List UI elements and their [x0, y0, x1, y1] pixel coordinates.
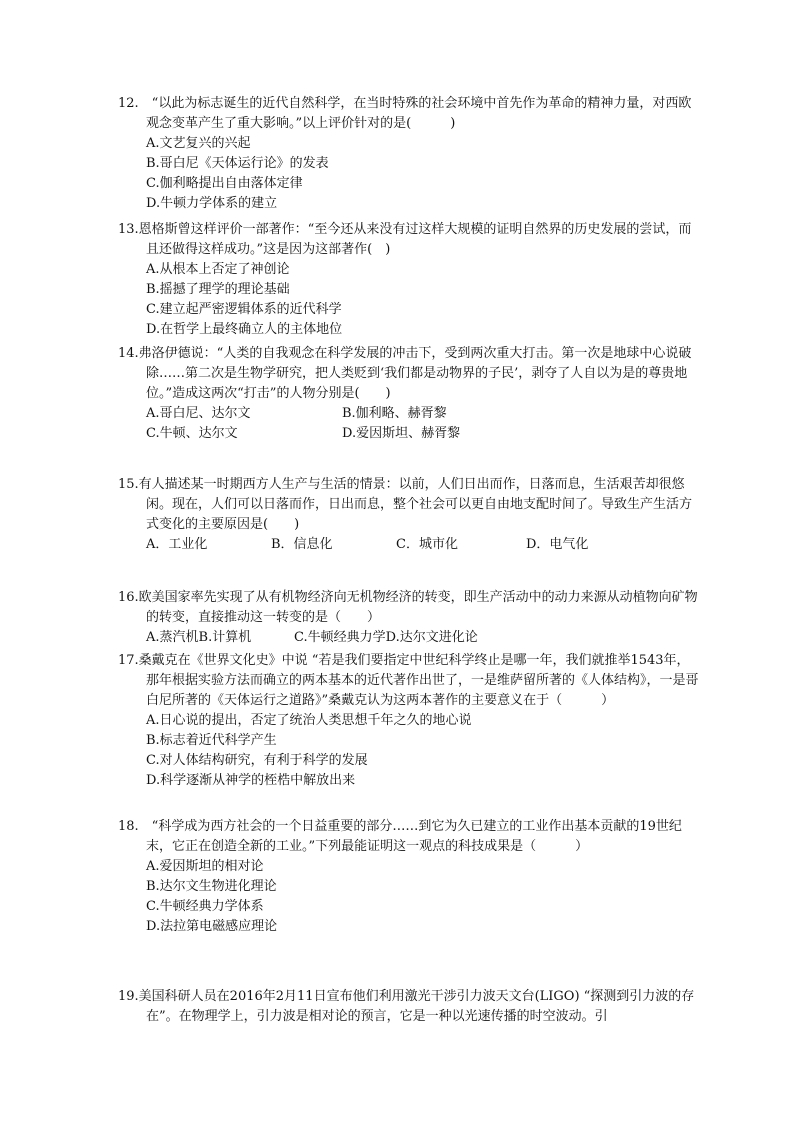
option-d: D．电气化 [526, 537, 589, 552]
question-12 [118, 94, 702, 214]
options-row [118, 424, 702, 444]
question-stem: 12. “以此为标志诞生的近代自然科学，在当时特殊的社会环境中首先作为革命的精神力量，对西欧观念变革产生了重大影响。”以上评价针对的是( ) [118, 96, 692, 131]
option-a: A.哥白尼、达尔文 [146, 406, 251, 421]
question-stem: 16.欧美国家率先实现了从有机物经济向无机物经济的转变，即生产活动中的动力来源从动植物向矿物的转变，直接推动这一转变的是（ ） [118, 590, 698, 625]
question-15 [118, 475, 702, 555]
option-d: D.科学逐渐从神学的桎梏中解放出来 [146, 773, 356, 788]
option-c: C.伽利略提出自由落体定律 [146, 176, 303, 191]
option-c-d: C.牛顿经典力学D.达尔文进化论 [294, 630, 478, 645]
question-17 [118, 651, 702, 791]
option-b: B.哥白尼《天体运行论》的发表 [146, 156, 329, 171]
question-13 [118, 220, 702, 340]
option-b: B.标志着近代科学产生 [146, 733, 277, 748]
option-b: B.摇撼了理学的理论基础 [146, 282, 290, 297]
option-c: C.牛顿经典力学体系 [146, 899, 264, 914]
options-row [118, 628, 702, 648]
option-a: A．工业化 [146, 537, 208, 552]
question-stem: 19.美国科研人员在2016年2月11日宣布他们利用激光干涉引力波天文台(LIGO) “探测到引力波的存在”。在物理学上，引力波是相对论的预言，它是一种以光速传播的时空波动。引 [118, 989, 695, 1024]
question-stem: 17.桑戴克在《世界文化史》中说 “若是我们要指定中世纪科学终止是哪一年，我们就推举1543年，那年根据实验方法而确立的两本基本的近代著作出世了，一是维萨留所著的《人体结构》，一是哥白尼所著的《天体运行之道路》”桑戴克认为这两本著作的主要意义在于（ ） [118, 653, 699, 708]
option-d: D.牛顿力学体系的建立 [146, 196, 278, 211]
question-14 [118, 344, 702, 444]
option-b: B.达尔文生物进化理论 [146, 879, 277, 894]
question-stem: 15.有人描述某一时期西方人生产与生活的情景：以前，人们日出而作，日落而息，生活艰苦却很悠闲。现在，人们可以日落而作，日出而息，整个社会可以更自由地支配时间了。导致生产生活方式变化的主要原因是( ) [118, 477, 693, 532]
option-a: A.文艺复兴的兴起 [146, 136, 251, 151]
question-stem: 14.弗洛伊德说：“人类的自我观念在科学发展的冲击下，受到两次重大打击。第一次是地球中心说破除……第二次是生物学研究，把人类贬到‘我们都是动物界的子民’，剥夺了人自以为是的尊贵地位。”造成这两次“打击”的人物分别是( ) [118, 346, 692, 401]
question-stem: 18. “科学成为西方社会的一个日益重要的部分……到它为久已建立的工业作出基本贡献的19世纪末，它正在创造全新的工业。”下列最能证明这一观点的科技成果是（ ） [118, 819, 682, 854]
option-b: B．信息化 [271, 537, 333, 552]
question-16 [118, 588, 702, 648]
option-a: A.日心说的提出，否定了统治人类思想千年之久的地心说 [146, 713, 472, 728]
option-d: D.法拉第电磁感应理论 [146, 919, 278, 934]
question-stem: 13.恩格斯曾这样评价一部著作：“至今还从来没有过这样大规模的证明自然界的历史发展的尝试，而且还做得这样成功。”这是因为这部著作( ) [118, 222, 692, 257]
option-c: C.牛顿、达尔文 [146, 426, 238, 441]
option-d: D.在哲学上最终确立人的主体地位 [146, 322, 343, 337]
option-c: C.建立起严密逻辑体系的近代科学 [146, 302, 342, 317]
option-a-b: A.蒸汽机B.计算机 [146, 630, 252, 645]
options-row [118, 535, 702, 555]
option-c: C．城市化 [396, 537, 458, 552]
option-b: B.伽利略、赫胥黎 [342, 406, 447, 421]
options-row [118, 404, 702, 424]
question-18 [118, 817, 702, 937]
option-c: C.对人体结构研究，有利于科学的发展 [146, 753, 368, 768]
option-d: D.爱因斯坦、赫胥黎 [342, 426, 461, 441]
option-a: A.从根本上否定了神创论 [146, 262, 290, 277]
question-19 [118, 987, 702, 1027]
option-a: A.爱因斯坦的相对论 [146, 859, 264, 874]
